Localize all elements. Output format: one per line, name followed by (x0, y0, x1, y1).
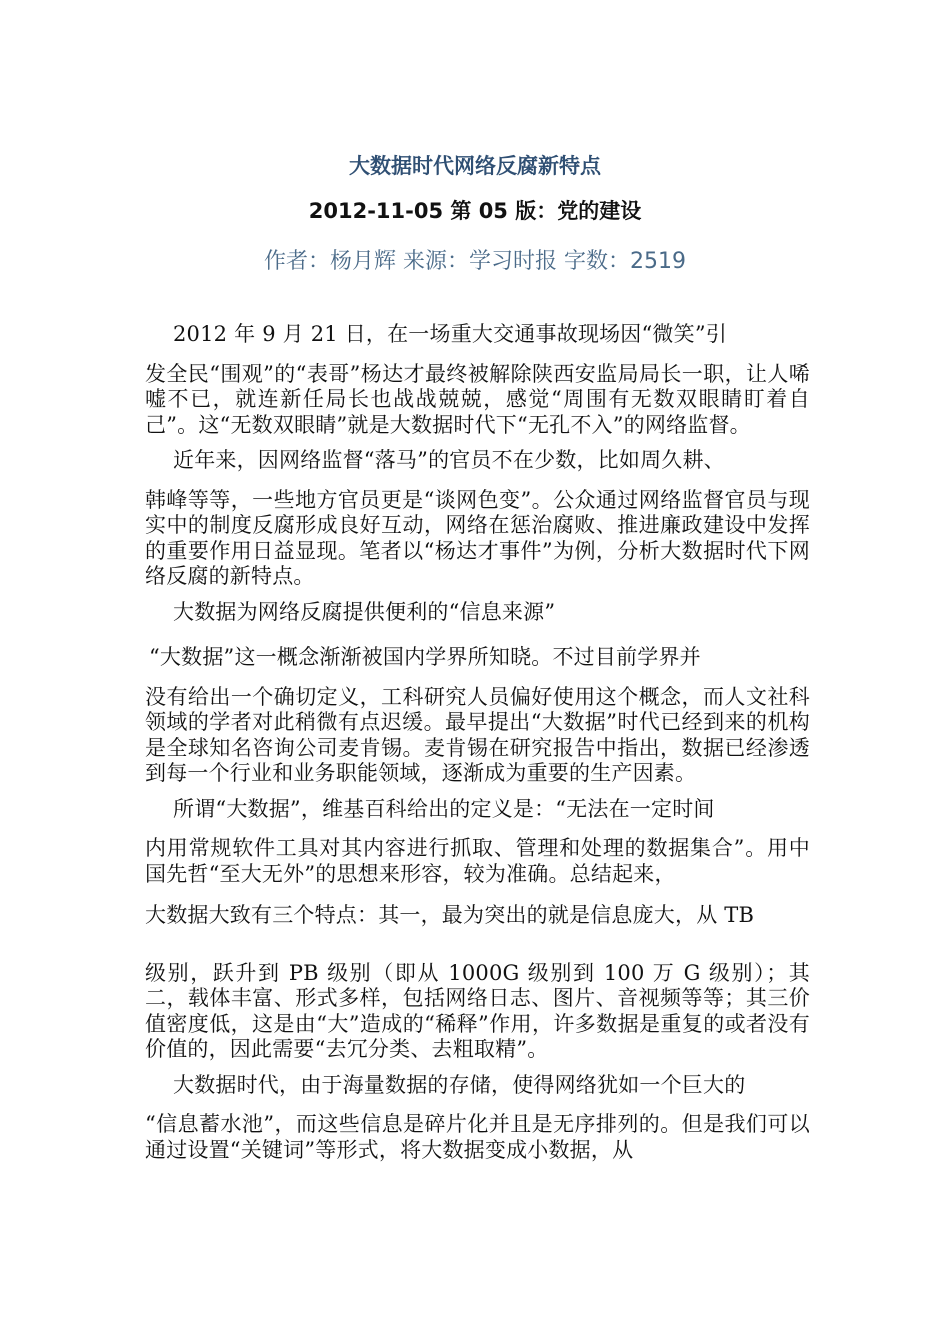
paragraph-first-line: 2012 年 9 月 21 日，在一场重大交通事故现场因“微笑”引 (173, 322, 727, 346)
paragraph (145, 322, 810, 438)
paragraph-text: 韩峰等等，一些地方官员更是“谈网色变”。公众通过网络监督官员与现实中的制度反腐形成良好互动，网络在惩治腐败、推进廉政建设中发挥的重要作用日益显现。笔者以“杨达才事件”为例，分析大数据时代下网络反腐的新特点。 (145, 487, 810, 588)
spacer (145, 945, 810, 961)
paragraph-text: 大数据大致有三个特点：其一，最为突出的就是信息庞大，从 TB (145, 903, 755, 927)
article-subtitle: 2012-11-05 第 05 版：党的建设 (308, 199, 642, 223)
paragraph (145, 448, 810, 590)
paragraph-text: “信息蓄水池”，而这些信息是碎片化并且是无序排列的。但是我们可以通过设置“关键词”等形式，将大数据变成小数据，从 (145, 1112, 810, 1162)
paragraph (145, 645, 810, 787)
article-title: 大数据时代网络反腐新特点 (349, 154, 601, 178)
paragraph-first-line: 大数据时代，由于海量数据的存储，使得网络犹如一个巨大的 (173, 1072, 746, 1097)
paragraph-first-line: 所谓“大数据”，维基百科给出的定义是：“无法在一定时间 (173, 796, 715, 821)
paragraph-first-line: 近年来，因网络监督“落马”的官员不在少数，比如周久耕、 (173, 448, 725, 472)
spacer (145, 929, 810, 945)
section-heading: 大数据为网络反腐提供便利的“信息来源” (173, 599, 556, 624)
paragraph-text: 级别，跃升到 PB 级别（即从 1000G 级别到 100 万 G 级别）；其二，载体丰富、形式多样，包括网络日志、图片、音视频等等；其三价值密度低，这是由“大”造成的“稀释”作用，许多数据是重复的或者没有价值的，因此需要“去冗分类、去粗取精”。 (145, 960, 810, 1061)
spacer (145, 887, 810, 903)
paragraph-text: 发全民“围观”的“表哥”杨达才最终被解除陕西安监局局长一职，让人唏嘘不已，就连新任局长也战战兢兢，感觉“周围有无数双眼睛盯着自己”。这“无数双眼睛”就是大数据时代下“无孔不入”的网络监督。 (145, 361, 810, 437)
paragraph (145, 797, 810, 1063)
paragraph-text: 没有给出一个确切定义，工科研究人员偏好使用这个概念，而人文社科领域的学者对此稍微有点迟缓。最早提出“大数据”时代已经到来的机构是全球知名咨询公司麦肯锡。麦肯锡在研究报告中指出，数据已经渗透到每一个行业和业务职能领域，逐渐成为重要的生产因素。 (145, 684, 810, 785)
article-body (145, 322, 810, 1173)
paragraph (145, 1073, 810, 1164)
article-meta: 作者：杨月辉 来源：学习时报 字数：2519 (264, 249, 686, 274)
paragraph-text: 内用常规软件工具对其内容进行抓取、管理和处理的数据集合”。用中国先哲“至大无外”的思想来形容，较为准确。总结起来， (145, 836, 810, 886)
paragraph-first-line: “大数据”这一概念渐渐被国内学界所知晓。不过目前学界并 (149, 645, 701, 669)
